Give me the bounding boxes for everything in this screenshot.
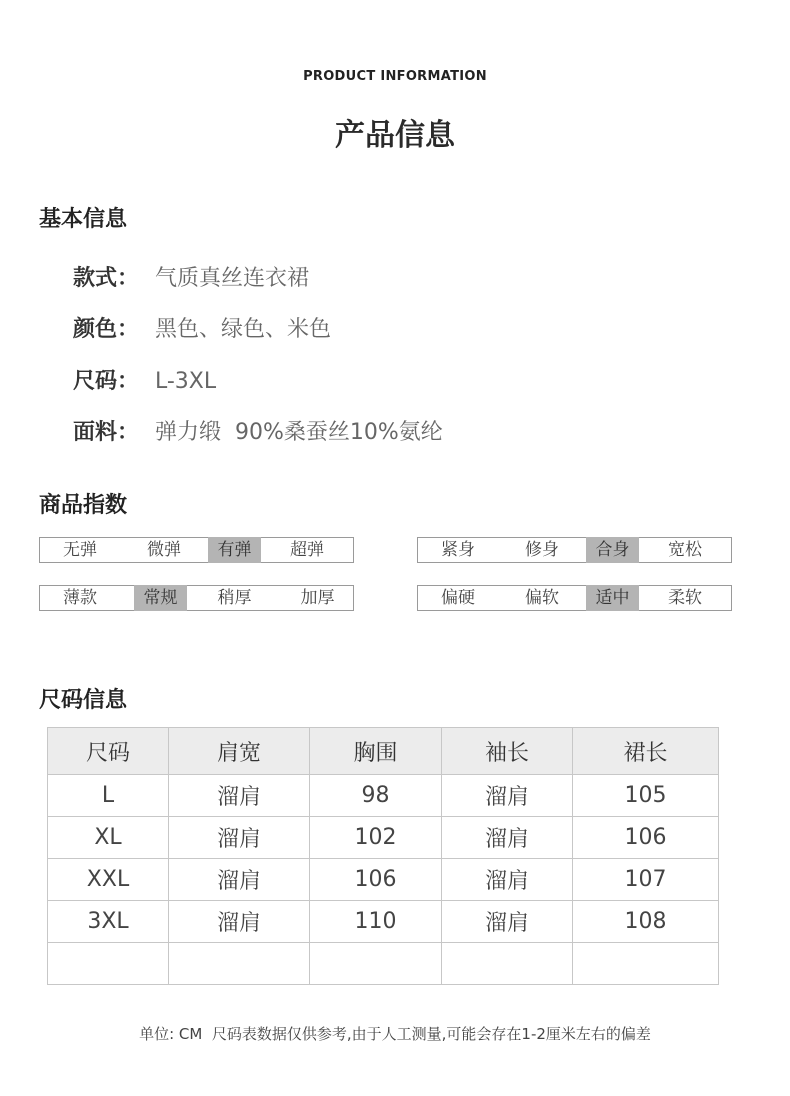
index-option: 修身 [525, 540, 559, 560]
table-header-row [48, 728, 719, 775]
table-cell: 溜肩 [169, 775, 310, 817]
column-header: 肩宽 [169, 728, 310, 775]
index-option: 微弹 [147, 540, 181, 560]
index-option: 稍厚 [217, 588, 252, 608]
measurement-footnote: 单位: CM 尺码表数据仅供参考,由于人工测量,可能会存在1-2厘米左右的偏差 [139, 1025, 651, 1043]
table-row [48, 901, 719, 943]
index-option: 偏软 [525, 588, 559, 608]
info-value: 弹力缎 90%桑蚕丝10%氨纶 [155, 420, 443, 445]
info-label: 款式： [73, 266, 140, 291]
page-title: 产品信息 [335, 118, 455, 153]
table-row [48, 817, 719, 859]
index-option-selected: 适中 [586, 585, 639, 611]
index-option-selected: 合身 [586, 537, 639, 563]
table-cell [442, 943, 573, 985]
index-scale-thickness [39, 585, 354, 611]
table-cell: 102 [310, 817, 442, 859]
info-value: L-3XL [155, 369, 217, 394]
info-label: 面料： [73, 420, 140, 445]
table-cell: 106 [310, 859, 442, 901]
info-row-size [73, 367, 216, 397]
section-title-size-info: 尺码信息 [39, 688, 128, 713]
eyebrow-label: PRODUCT INFORMATION [303, 69, 487, 84]
index-option: 超弹 [290, 540, 324, 560]
column-header: 裙长 [573, 728, 719, 775]
index-scale-softness [417, 585, 732, 611]
section-title-basic-info: 基本信息 [39, 207, 128, 232]
table-cell: 108 [573, 901, 719, 943]
table-cell: 98 [310, 775, 442, 817]
table-cell: 溜肩 [442, 817, 573, 859]
table-cell [573, 943, 719, 985]
table-cell: 溜肩 [169, 901, 310, 943]
table-cell [169, 943, 310, 985]
table-cell: 107 [573, 859, 719, 901]
index-scale-elasticity [39, 537, 354, 563]
size-table [47, 727, 719, 985]
table-row-empty [48, 943, 719, 985]
column-header: 胸围 [310, 728, 442, 775]
table-cell: XL [48, 817, 169, 859]
table-cell: 110 [310, 901, 442, 943]
index-scale-fit [417, 537, 732, 563]
index-option: 柔软 [668, 588, 702, 608]
info-row-style [73, 264, 309, 294]
index-option: 薄款 [63, 588, 97, 608]
index-option-selected: 有弹 [208, 537, 261, 563]
index-option: 无弹 [63, 540, 97, 560]
index-option: 紧身 [441, 540, 475, 560]
table-cell: 3XL [48, 901, 169, 943]
index-option: 加厚 [300, 588, 335, 608]
info-row-fabric [73, 418, 443, 448]
table-cell: 溜肩 [169, 817, 310, 859]
info-label: 尺码： [73, 369, 140, 394]
table-cell: 106 [573, 817, 719, 859]
table-cell: L [48, 775, 169, 817]
table-cell: 溜肩 [169, 859, 310, 901]
info-label: 颜色： [73, 317, 140, 342]
table-cell [48, 943, 169, 985]
table-row [48, 775, 719, 817]
index-option: 偏硬 [441, 588, 475, 608]
column-header: 尺码 [48, 728, 169, 775]
index-option-selected: 常规 [134, 585, 187, 611]
table-cell: 溜肩 [442, 859, 573, 901]
info-value: 气质真丝连衣裙 [155, 266, 310, 291]
column-header: 袖长 [442, 728, 573, 775]
info-value: 黑色、绿色、米色 [155, 317, 332, 342]
index-option: 宽松 [668, 540, 702, 560]
info-row-color [73, 315, 331, 345]
section-title-product-index: 商品指数 [39, 493, 128, 518]
table-row [48, 859, 719, 901]
table-cell [310, 943, 442, 985]
table-cell: 105 [573, 775, 719, 817]
table-cell: 溜肩 [442, 775, 573, 817]
table-cell: 溜肩 [442, 901, 573, 943]
table-cell: XXL [48, 859, 169, 901]
